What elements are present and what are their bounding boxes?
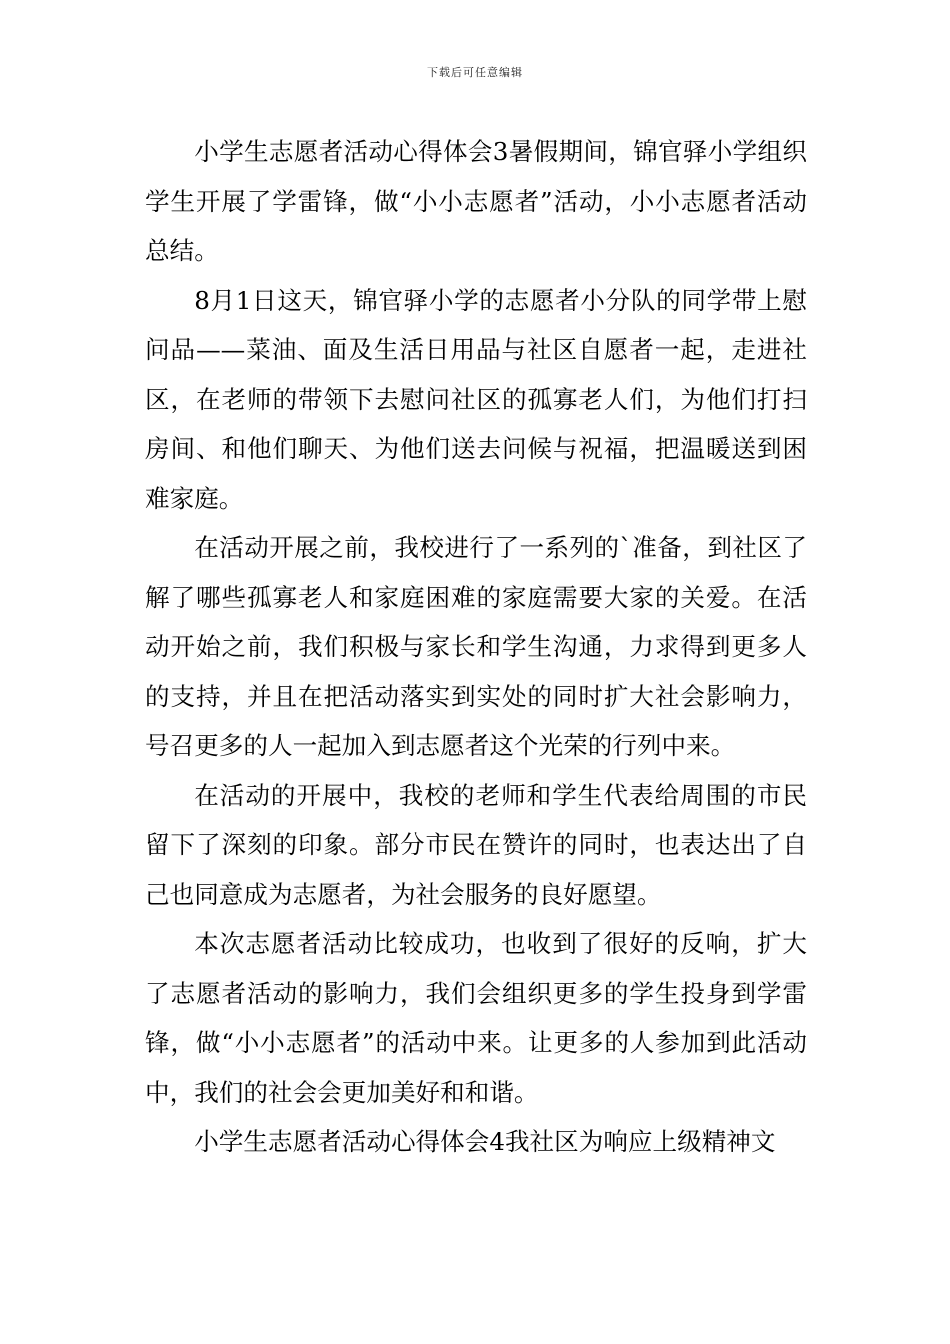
- paragraph-2: 8月1日这天，锦官驿小学的志愿者小分队的同学带上慰问品——菜油、面及生活日用品与社区自愿者一起，走进社区，在老师的带领下去慰问社区的孤寡老人们，为他们打扫房间、和他们聊天、为他们送去问候与祝福，把温暖送到困难家庭。: [145, 285, 807, 513]
- paragraph-5: 本次志愿者活动比较成功，也收到了很好的反响，扩大了志愿者活动的影响力，我们会组织更多的学生投身到学雷锋，做“小小志愿者”的活动中来。让更多的人参加到此活动中，我们的社会会更加美好和和谐。: [145, 929, 807, 1107]
- paragraph-6: 小学生志愿者活动心得体会4我社区为响应上级精神文: [194, 1127, 776, 1156]
- paragraph-1: 小学生志愿者活动心得体会3暑假期间，锦官驿小学组织学生开展了学雷锋，做“小小志愿者”活动，小小志愿者活动总结。: [145, 137, 807, 265]
- paragraph-3: 在活动开展之前，我校进行了一系列的`准备，到社区了解了哪些孤寡老人和家庭困难的家庭需要大家的关爱。在活动开始之前，我们积极与家长和学生沟通，力求得到更多人的支持，并且在把活动落实到实处的同时扩大社会影响力，号召更多的人一起加入到志愿者这个光荣的行列中来。: [145, 533, 807, 760]
- document-body: [145, 127, 807, 1167]
- paragraph-4: 在活动的开展中，我校的老师和学生代表给周围的市民留下了深刻的印象。部分市民在赞许的同时，也表达出了自己也同意成为志愿者，为社会服务的良好愿望。: [145, 780, 807, 909]
- page-header: 下载后可任意编辑: [427, 66, 523, 79]
